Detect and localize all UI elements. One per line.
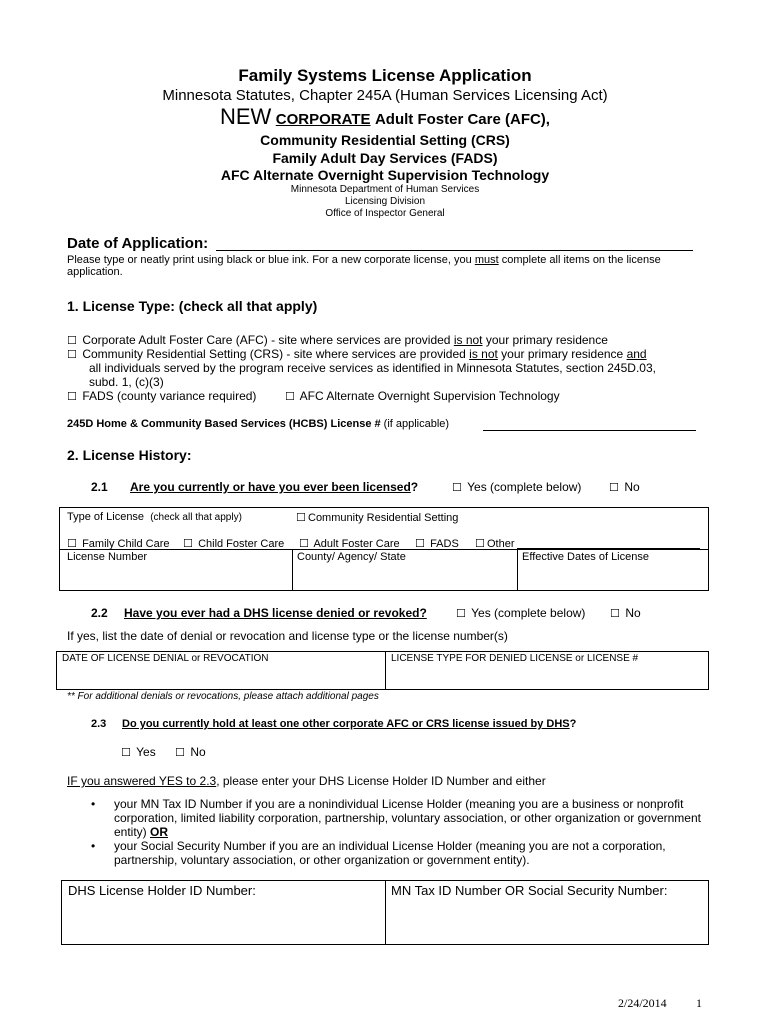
fads-line: Family Adult Day Services (FADS) xyxy=(272,150,498,166)
checkbox-icon[interactable]: ☐ xyxy=(452,481,462,494)
col-county: County/ Agency/ State xyxy=(297,551,406,563)
q22-number: 2.2 xyxy=(91,606,108,620)
section2-heading: 2. License History: xyxy=(67,447,192,463)
license-type-heading xyxy=(0,104,770,130)
checkbox-icon[interactable]: ☐ xyxy=(67,537,77,550)
division-name: Licensing Division xyxy=(344,196,426,207)
q21-question: Are you currently or have you ever been licensed? xyxy=(130,480,419,494)
page-number: 1 xyxy=(696,996,702,1010)
if-yes-instruction: If yes, list the date of denial or revocation and license type or the license number(s) xyxy=(67,629,508,643)
option-history-fads[interactable]: ☐ FADS xyxy=(415,537,459,550)
checkbox-icon[interactable]: ☐ xyxy=(121,746,131,759)
tax-id-label: MN Tax ID Number OR Social Security Number: xyxy=(391,883,668,898)
statute-subtitle: Minnesota Statutes, Chapter 245A (Human Services Licensing Act) xyxy=(162,87,608,104)
date-input-line[interactable] xyxy=(216,250,693,251)
q21-number: 2.1 xyxy=(91,480,108,494)
checkbox-icon[interactable]: ☐ xyxy=(296,511,306,524)
q23-no[interactable]: ☐ No xyxy=(175,745,206,759)
option-history-afc[interactable]: ☐ Adult Foster Care xyxy=(299,537,400,550)
footer-date: 2/24/2014 xyxy=(618,996,667,1010)
option-crs-subd: subd. 1, (c)(3) xyxy=(89,375,164,389)
new-word: NEW xyxy=(220,104,272,129)
other-input-line[interactable] xyxy=(517,548,700,549)
checkbox-icon[interactable]: ☐ xyxy=(456,607,466,620)
if-answered-yes: IF you answered YES to 2.3, please enter your DHS License Holder ID Number and either xyxy=(67,774,546,788)
office-name: Office of Inspector General xyxy=(325,208,445,219)
col-effective-dates: Effective Dates of License xyxy=(522,551,649,563)
checkbox-icon[interactable]: ☐ xyxy=(183,537,193,550)
dhs-id-field[interactable] xyxy=(66,902,382,942)
col-denial-type: LICENSE TYPE FOR DENIED LICENSE or LICENSE # xyxy=(391,653,639,664)
col-license-number: License Number xyxy=(67,551,148,563)
option-history-cfc[interactable]: ☐ Child Foster Care xyxy=(183,537,285,550)
q22-question: Have you ever had a DHS license denied or revoked? xyxy=(124,606,427,620)
corporate-word: CORPORATE xyxy=(275,111,371,128)
option-afc-alt[interactable]: ☐ AFC Alternate Overnight Supervision Technology xyxy=(285,389,560,403)
option-history-crs[interactable]: ☐ Community Residential Setting xyxy=(296,511,459,524)
option-history-fcc[interactable]: ☐ Family Child Care xyxy=(67,537,170,550)
col-denial-date: DATE OF LICENSE DENIAL or REVOCATION xyxy=(62,653,269,664)
bullet-icon: • xyxy=(91,839,96,853)
checkbox-icon[interactable]: ☐ xyxy=(475,537,485,550)
date-label: Date of Application: xyxy=(67,235,209,252)
checkbox-icon[interactable]: ☐ xyxy=(609,481,619,494)
q23-question: Do you currently hold at least one other corporate AFC or CRS license issued by DHS? xyxy=(122,718,577,730)
q21-no[interactable]: ☐ No xyxy=(609,480,640,494)
tax-id-field[interactable] xyxy=(389,902,705,942)
section1-heading: 1. License Type: (check all that apply) xyxy=(67,298,318,314)
checkbox-icon[interactable]: ☐ xyxy=(610,607,620,620)
hcbs-input-line[interactable] xyxy=(483,430,696,431)
dhs-id-label: DHS License Holder ID Number: xyxy=(68,883,256,898)
option-history-other[interactable]: ☐ Other xyxy=(475,537,515,550)
instructions: Please type or neatly print using black or blue ink. For a new corporate license, you must complete all items on the license application. xyxy=(67,254,661,278)
option-crs-detail: all individuals served by the program receive services as identified in Minnesota Statutes, section 245D.03, xyxy=(89,361,656,375)
q22-no[interactable]: ☐ No xyxy=(610,606,641,620)
page-title: Family Systems License Application xyxy=(238,66,532,85)
checkbox-icon[interactable]: ☐ xyxy=(299,537,309,550)
q22-yes[interactable]: ☐ Yes (complete below) xyxy=(456,606,586,620)
dept-name: Minnesota Department of Human Services xyxy=(290,184,480,195)
q23-yes[interactable]: ☐ Yes xyxy=(121,745,156,759)
type-of-license-label: Type of License (check all that apply) xyxy=(67,511,242,523)
option-crs[interactable]: ☐ Community Residential Setting (CRS) - site where services are provided is not your primary residence and xyxy=(67,347,647,361)
checkbox-icon[interactable]: ☐ xyxy=(67,348,77,361)
bullet-icon: • xyxy=(91,797,96,811)
q21-yes[interactable]: ☐ Yes (complete below) xyxy=(452,480,582,494)
crs-line: Community Residential Setting (CRS) xyxy=(260,132,510,148)
checkbox-icon[interactable]: ☐ xyxy=(415,537,425,550)
checkbox-icon[interactable]: ☐ xyxy=(175,746,185,759)
q23-number: 2.3 xyxy=(91,718,107,730)
checkbox-icon[interactable]: ☐ xyxy=(285,390,295,403)
checkbox-icon[interactable]: ☐ xyxy=(67,390,77,403)
bullet-tax-id: your MN Tax ID Number if you are a nonindividual License Holder (meaning you are a business or nonprofit corporation, limited liability corporation, partnership, voluntary association, or other organization or government entity) OR xyxy=(114,797,701,839)
afc-alt-line: AFC Alternate Overnight Supervision Technology xyxy=(220,167,550,183)
option-fads[interactable]: ☐ FADS (county variance required) xyxy=(67,389,257,403)
checkbox-icon[interactable]: ☐ xyxy=(67,334,77,347)
option-corporate-afc[interactable]: ☐ Corporate Adult Foster Care (AFC) - site where services are provided is not your primary residence xyxy=(67,333,608,347)
additional-pages-note: ** For additional denials or revocations, please attach additional pages xyxy=(67,691,379,702)
bullet-ssn: your Social Security Number if you are an individual License Holder (meaning you are not a corporation, partnership, voluntary association, or other organization or government entity). xyxy=(114,839,666,867)
hcbs-label: 245D Home & Community Based Services (HCBS) License # (if applicable) xyxy=(67,418,450,430)
afc-line: Adult Foster Care (AFC), xyxy=(374,111,550,128)
